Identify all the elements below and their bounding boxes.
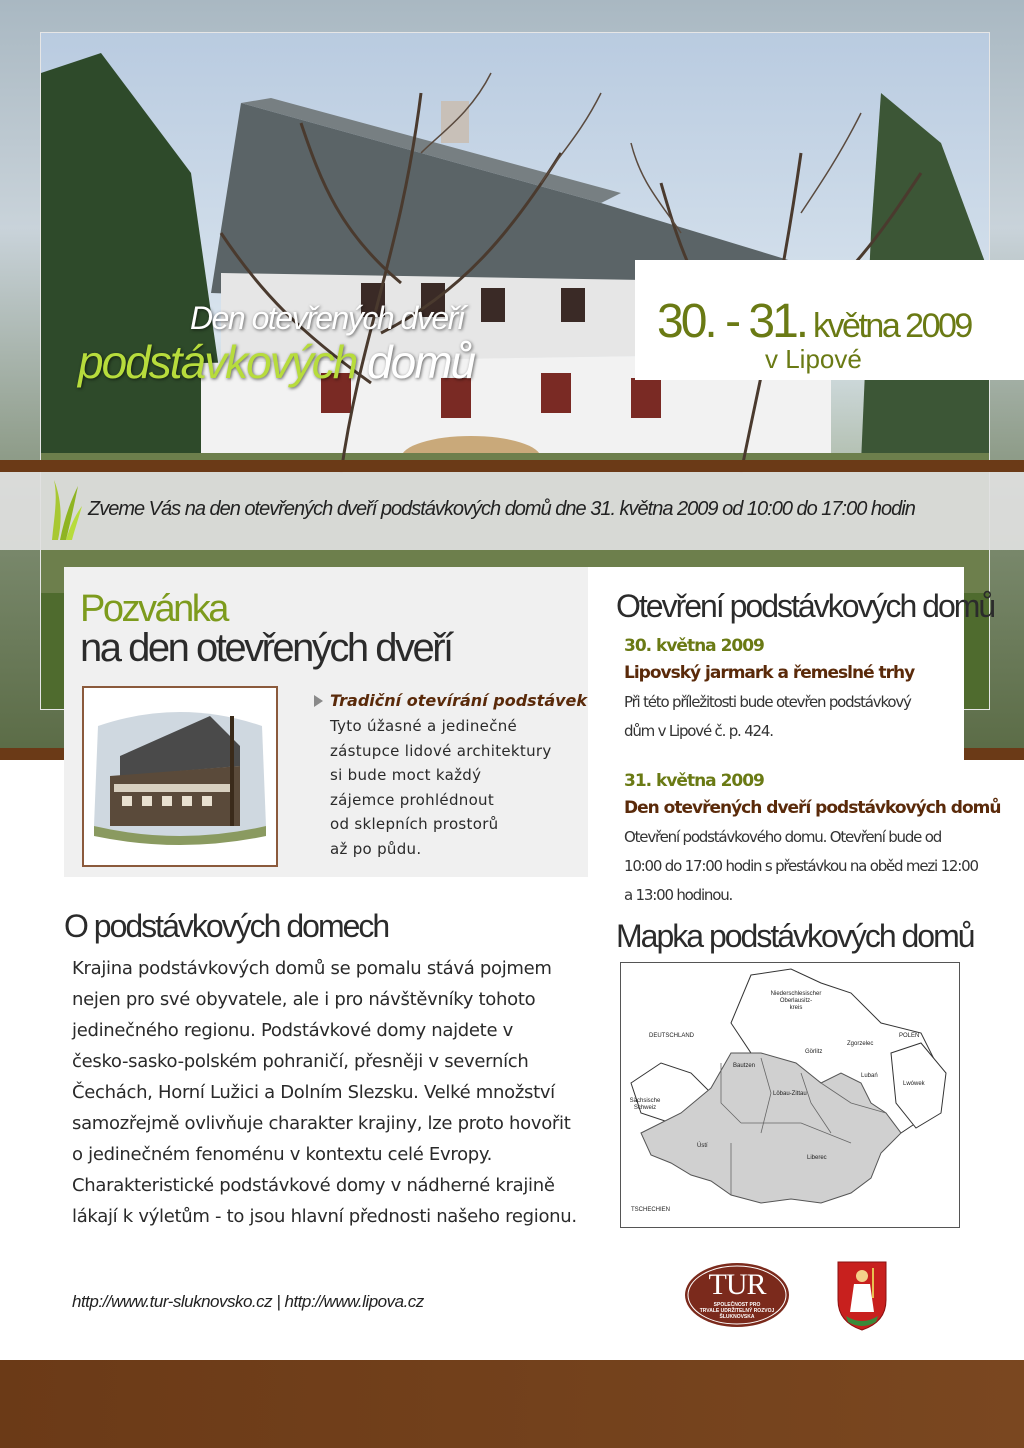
event-1-desc-line: dům v Lipové č. p. 424. bbox=[624, 722, 773, 740]
event-date-days: 30. - 31. bbox=[657, 295, 807, 348]
about-line: o jedinečném fenoménu v kontextu celé Evropy. bbox=[72, 1144, 493, 1165]
house-thumbnail-illustration bbox=[90, 696, 270, 856]
event-2-date: 31. května 2009 bbox=[624, 771, 764, 791]
about-line: lákají k výletům - to jsou hlavní přednosti našeho regionu. bbox=[72, 1206, 577, 1227]
hero-title-green: podstávkových bbox=[78, 336, 357, 388]
hero-title-line1: Den otevřených dveří bbox=[190, 300, 465, 336]
about-heading: O podstávkových domech bbox=[64, 908, 389, 944]
event-2-desc-line: 10:00 do 17:00 hodin s přestávkou na oběd mezi 12:00 bbox=[624, 857, 978, 875]
map-label-lwowek: Lwówek bbox=[903, 1081, 925, 1087]
about-line: samozřejmě ovlivňuje charakter krajiny, lze proto hovořit bbox=[72, 1113, 571, 1134]
event-2-desc-line: Otevření podstávkového domu. Otevření bude od bbox=[624, 828, 942, 846]
lipova-coat-of-arms-icon bbox=[836, 1260, 888, 1332]
tur-caption-line: SPOLEČNOST PRO bbox=[713, 1302, 761, 1308]
grass-icon bbox=[48, 478, 84, 542]
feature-line: až po půdu. bbox=[330, 839, 422, 858]
feature-line: od sklepních prostorů bbox=[330, 815, 499, 833]
feature-description bbox=[330, 714, 552, 861]
invitation-strip bbox=[0, 472, 1024, 550]
tur-logo-caption bbox=[684, 1302, 790, 1320]
tur-caption-line: TRVALE UDRŽITELNÝ ROZVOJ bbox=[699, 1308, 775, 1314]
feature-line: zástupce lidové architektury bbox=[330, 741, 552, 760]
region-map bbox=[620, 962, 960, 1228]
tur-caption-line: ŠLUKNOVSKA bbox=[719, 1314, 755, 1320]
event-1-description bbox=[624, 688, 911, 746]
map-label-niederschlesischer-line1: Niederschlesischer bbox=[770, 991, 822, 997]
map-label-niederschlesischer-line2: Oberlausitz- bbox=[779, 998, 813, 1004]
house-thumbnail bbox=[82, 686, 278, 867]
event-1-desc-line: Při této příležitosti bude otevřen podstávkový bbox=[624, 693, 911, 711]
feature-line: zájemce prohlédnout bbox=[330, 790, 495, 809]
map-label-bautzen: Bautzen bbox=[733, 1063, 756, 1069]
invitation-subheading: na den otevřených dveří bbox=[80, 626, 452, 670]
map-heading: Mapka podstávkových domů bbox=[616, 918, 974, 954]
invitation-heading: Pozvánka bbox=[80, 588, 227, 630]
about-line: Čechách, Horní Lužici a Dolním Slezsku. Velké množství bbox=[72, 1082, 555, 1103]
event-2-name: Den otevřených dveří podstávkových domů bbox=[624, 798, 1001, 818]
hero-title-white: domů bbox=[356, 336, 475, 388]
map-label-saechsische-line2: Schweiz bbox=[633, 1105, 657, 1111]
map-label-saechsische-line1: Sächsische bbox=[629, 1098, 661, 1104]
feature-line: Tyto úžasné a jedinečné bbox=[330, 717, 518, 735]
map-label-usti: Ústí bbox=[697, 1143, 708, 1149]
about-line: nejen pro své obyvatele, ale i pro návštěvníky tohoto bbox=[72, 989, 536, 1010]
event-2-description bbox=[624, 823, 978, 910]
map-label-polen: POLEN bbox=[899, 1033, 920, 1039]
about-line: česko-sasko-polském pohraničí, přesněji v severních bbox=[72, 1051, 529, 1072]
map-label-liberec: Liberec bbox=[807, 1155, 827, 1161]
about-line: jedinečného regionu. Podstávkové domy najdete v bbox=[72, 1020, 513, 1041]
opening-heading: Otevření podstávkových domů bbox=[616, 588, 995, 624]
website-links[interactable]: http://www.tur-sluknovsko.cz | http://www.lipova.cz bbox=[72, 1292, 424, 1311]
map-label-niederschlesischer bbox=[761, 991, 831, 1012]
feature-line: si bude moct každý bbox=[330, 766, 482, 784]
event-date bbox=[657, 294, 971, 349]
map-label-saechsische bbox=[625, 1098, 665, 1112]
map-label-luban: Lubań bbox=[861, 1073, 878, 1079]
event-1-date: 30. května 2009 bbox=[624, 636, 764, 656]
invitation-text: Zveme Vás na den otevřených dveří podstávkových domů dne 31. května 2009 od 10:00 do 17:00 hodin bbox=[88, 498, 915, 520]
event-date-month: května 2009 bbox=[806, 307, 971, 345]
map-label-zgorzelec: Zgorzelec bbox=[847, 1041, 874, 1047]
bullet-arrow-icon bbox=[312, 694, 324, 708]
event-1-name: Lipovský jarmark a řemeslné trhy bbox=[624, 663, 915, 683]
tur-logo-name: TUR bbox=[708, 1268, 766, 1301]
about-text bbox=[72, 953, 612, 1232]
about-line: Krajina podstávkových domů se pomalu stává pojmem bbox=[72, 958, 552, 979]
hero-title-line2 bbox=[78, 335, 474, 389]
event-place: v Lipové bbox=[765, 344, 862, 374]
event-2-desc-line: a 13:00 hodinou. bbox=[624, 886, 733, 904]
about-line: Charakteristické podstávkové domy v nádherné krajině bbox=[72, 1175, 555, 1196]
map-label-loebau: Löbau-Zittau bbox=[773, 1091, 807, 1097]
event-date-box bbox=[635, 260, 1024, 380]
feature-title: Tradiční otevírání podstávek bbox=[330, 691, 588, 710]
map-label-deutschland: DEUTSCHLAND bbox=[649, 1033, 695, 1039]
map-label-goerlitz: Görlitz bbox=[805, 1049, 823, 1055]
map-label-niederschlesischer-line3: kreis bbox=[789, 1005, 803, 1011]
map-label-tschechien: TSCHECHIEN bbox=[631, 1207, 671, 1213]
footer-band bbox=[0, 1360, 1024, 1448]
brown-band-top bbox=[0, 460, 1024, 472]
